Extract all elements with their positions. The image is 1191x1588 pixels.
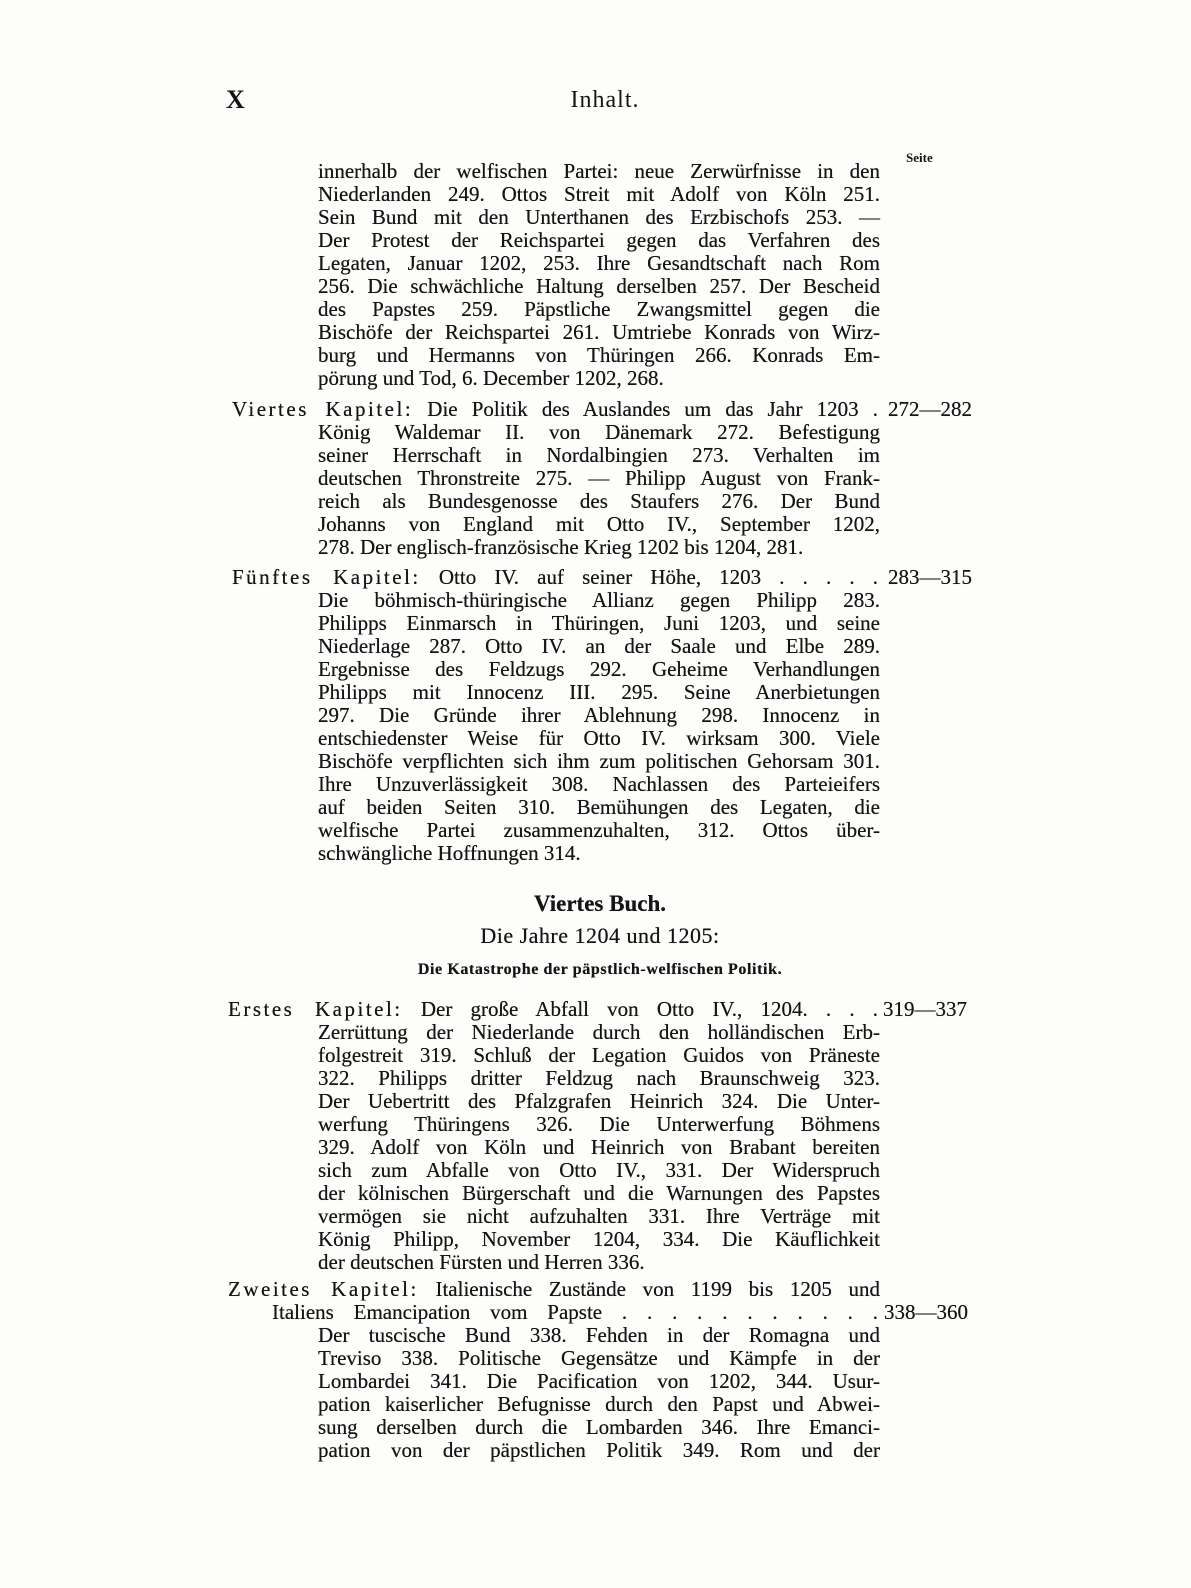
toc-line: Lombardei 341. Die Pacification von 1202, 344. Usur- [318,1369,880,1393]
chapter-heading [232,565,972,589]
toc-line: seiner Herrschaft in Nordalbingien 273. Verhalten im [318,443,880,467]
toc-line: Der Protest der Reichspartei gegen das Verfahren des [318,228,880,252]
chapter-entry-1 [228,997,967,1274]
toc-line: Niederlage 287. Otto IV. an der Saale und Elbe 289. [318,634,880,658]
toc-line: Bischöfe der Reichspartei 261. Umtriebe Konrads von Wirz- [318,320,880,344]
chapter-heading-continued [272,1300,968,1324]
toc-line: König Waldemar II. von Dänemark 272. Befestigung [318,420,880,444]
toc-line: Philipps Einmarsch in Thüringen, Juni 1203, und seine [318,611,880,635]
toc-line: entschiedenster Weise für Otto IV. wirksam 300. Viele [318,726,880,750]
toc-line: Der tuscische Bund 338. Fehden in der Romagna und [318,1323,880,1347]
toc-line: Ergebnisse des Feldzugs 292. Geheime Verhandlungen [318,657,880,681]
toc-line: burg und Hermanns von Thüringen 266. Konrads Em- [318,343,880,367]
toc-line: Sein Bund mit den Unterthanen des Erzbischofs 253. — [318,205,880,229]
chapter-entry-4 [232,397,972,559]
toc-line: vermögen sie nicht aufzuhalten 331. Ihre Verträge mit [318,1204,880,1228]
toc-line: pörung und Tod, 6. December 1202, 268. [318,366,664,390]
toc-line: der deutschen Fürsten und Herren 336. [318,1250,645,1274]
page-column-label: Seite [906,150,933,165]
toc-line: 322. Philipps dritter Feldzug nach Braunschweig 323. [318,1066,880,1090]
book-heading: Viertes Buch. [533,891,666,916]
toc-line: deutschen Thronstreite 275. — Philipp August von Frank- [318,466,880,490]
toc-line: 329. Adolf von Köln und Heinrich von Brabant bereiten [318,1135,880,1159]
running-title: Inhalt. [570,87,640,113]
toc-line: Der Uebertritt des Pfalzgrafen Heinrich 324. Die Unter- [318,1089,880,1113]
chapter-heading [232,397,972,421]
book-subheading: Die Katastrophe der päpstlich-welfischen Politik. [417,961,783,978]
page-range: 319—337 [883,997,967,1021]
toc-line: 297. Die Gründe ihrer Ablehnung 298. Innocenz in [318,703,880,727]
chapter-title: Der große Abfall von Otto IV., 1204. . . . [420,997,879,1021]
toc-line: des Papstes 259. Päpstliche Zwangsmittel gegen die [318,297,880,321]
toc-line: Treviso 338. Politische Gegensätze und Kämpfe in der [318,1346,880,1370]
toc-line: Niederlanden 249. Ottos Streit mit Adolf von Köln 251. [318,182,880,206]
book-subtitle: Die Jahre 1204 und 1205: [480,923,720,948]
toc-line: Zerrüttung der Niederlande durch den holländischen Erb- [318,1020,880,1044]
toc-line: König Philipp, November 1204, 334. Die Käuflichkeit [318,1227,880,1251]
toc-line: 278. Der englisch-französische Krieg 1202 bis 1204, 281. [318,535,804,559]
chapter-title: Italienische Zustände von 1199 bis 1205 und [435,1277,880,1301]
chapter-entry-5 [232,565,972,865]
toc-line: Philipps mit Innocenz III. 295. Seine Anerbietungen [318,680,880,704]
chapter-entry-2 [228,1277,968,1462]
toc-line: pation von der päpstlichen Politik 349. Rom und der [318,1438,880,1462]
toc-line: schwängliche Hoffnungen 314. [318,841,581,865]
chapter-label: Erstes Kapitel: [228,997,403,1021]
toc-line: sung derselben durch die Lombarden 346. Ihre Emanci- [318,1415,880,1439]
chapter-title-continued: Italiens Emancipation vom Papste . . . . . . . . . . . [272,1300,878,1324]
toc-line: reich als Bundesgenosse des Staufers 276. Der Bund [318,489,880,513]
chapter-heading [228,997,967,1021]
chapter-label: Zweites Kapitel: [228,1277,419,1301]
toc-line: werfung Thüringens 326. Die Unterwerfung Böhmens [318,1112,880,1136]
toc-line: auf beiden Seiten 310. Bemühungen des Legaten, die [318,795,880,819]
toc-line: der kölnischen Bürgerschaft und die Warnungen des Papstes [318,1181,880,1205]
toc-line: innerhalb der welfischen Partei: neue Zerwürfnisse in den [318,159,880,183]
toc-line: Johanns von England mit Otto IV., September 1202, [318,512,880,536]
page-range: 338—360 [884,1300,968,1324]
chapter-label: Viertes Kapitel: [232,397,414,421]
intro-block [318,160,880,390]
toc-line: pation kaiserlicher Befugnisse durch den Papst und Abwei- [318,1392,880,1416]
chapter-title: Otto IV. auf seiner Höhe, 1203 . . . . . [438,565,879,589]
toc-line: sich zum Abfalle von Otto IV., 331. Der Widerspruch [318,1158,880,1182]
toc-line: Bischöfe verpflichten sich ihm zum politischen Gehorsam 301. [318,749,880,773]
toc-line: Die böhmisch-thüringische Allianz gegen Philipp 283. [318,588,880,612]
toc-line: folgestreit 319. Schluß der Legation Guidos von Präneste [318,1043,880,1067]
toc-line: Ihre Unzuverlässigkeit 308. Nachlassen des Parteieifers [318,772,880,796]
toc-line: Legaten, Januar 1202, 253. Ihre Gesandtschaft nach Rom [318,251,880,275]
page-range: 272—282 [888,397,972,421]
chapter-heading [228,1278,880,1301]
toc-line: 256. Die schwächliche Haltung derselben 257. Der Bescheid [318,274,880,298]
chapter-title: Die Politik des Auslandes um das Jahr 1203 . [427,397,878,421]
toc-line: welfische Partei zusammenzuhalten, 312. Ottos über- [318,818,880,842]
page-range: 283—315 [888,565,972,589]
page-number: X [226,85,245,114]
chapter-label: Fünftes Kapitel: [232,565,421,589]
